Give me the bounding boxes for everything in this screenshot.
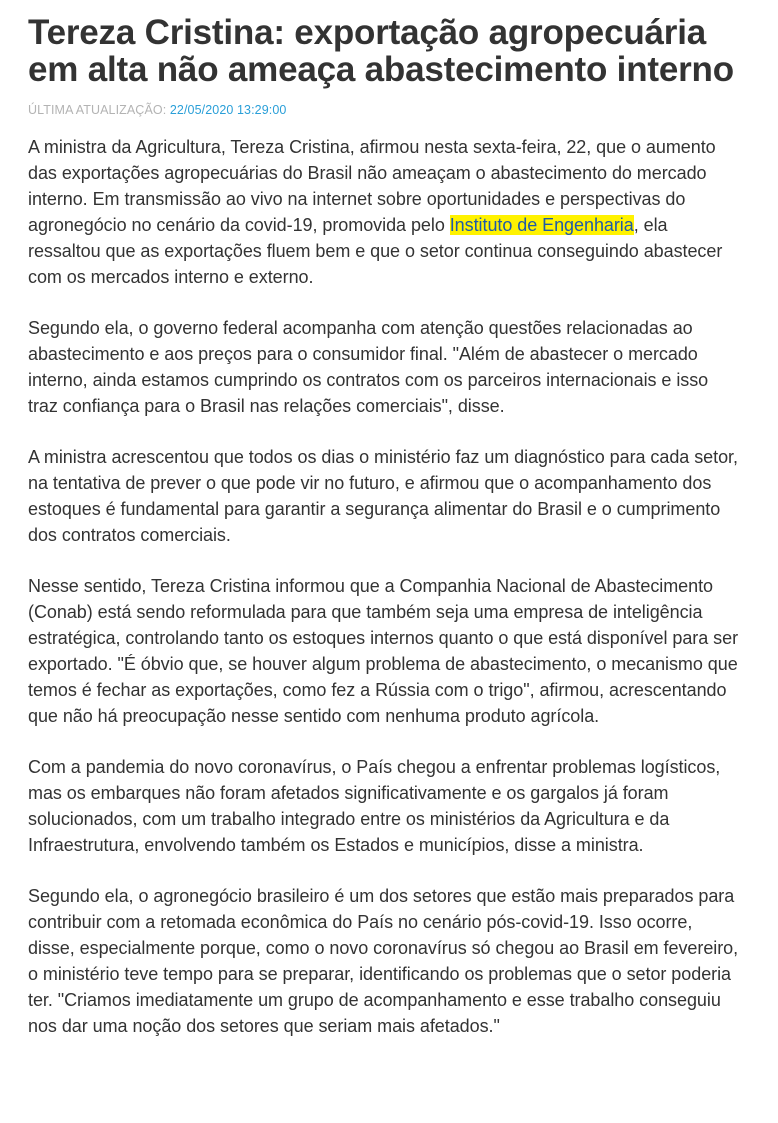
last-updated-date: 22/05/2020 13:29:00 xyxy=(169,103,287,117)
article-body xyxy=(28,134,742,1039)
paragraph-2: Segundo ela, o governo federal acompanha com atenção questões relacionadas ao abastecimento e aos preços para o consumidor final. "Além de abastecer o mercado interno, ainda estamos cumprindo os contratos com os parceiros internacionais e isso traz confiança para o Brasil nas relações comerciais", disse. xyxy=(28,318,709,416)
paragraph-1-text-after: , ela ressaltou que as exportações fluem bem e que o setor continua conseguindo abastecer com os mercados interno e externo. xyxy=(28,215,723,287)
last-updated-label: ÚLTIMA ATUALIZAÇÃO: xyxy=(28,103,167,117)
paragraph-3: A ministra acrescentou que todos os dias o ministério faz um diagnóstico para cada setor, na tentativa de prever o que pode vir no futuro, e afirmou que o acompanhamento dos estoques é fundamental para garantir a segurança alimentar do Brasil e o cumprimento dos contratos comerciais. xyxy=(28,447,738,545)
paragraph-4: Nesse sentido, Tereza Cristina informou que a Companhia Nacional de Abastecimento (Conab) está sendo reformulada para que também seja uma empresa de inteligência estratégica, controlando tanto os estoques internos quanto o que está disponível para ser exportado. "É óbvio que, se houver algum problema de abastecimento, o mecanismo que temos é fechar as exportações, como fez a Rússia com o trigo", afirmou, acrescentando que não há preocupação nesse sentido com nenhuma produto agrícola. xyxy=(28,576,739,726)
paragraph-6: Segundo ela, o agronegócio brasileiro é um dos setores que estão mais preparados para contribuir com a retomada econômica do País no cenário pós-covid-19. Isso ocorre, disse, especialmente porque, como o novo coronavírus só chegou ao Brasil em fevereiro, o ministério teve tempo para se preparar, identificando os problemas que o setor poderia ter. "Criamos imediatamente um grupo de acompanhamento e esse trabalho conseguiu nos dar uma noção dos setores que seriam mais afetados." xyxy=(28,886,739,1036)
paragraph-5: Com a pandemia do novo coronavírus, o País chegou a enfrentar problemas logísticos, mas os embarques não foram afetados significativamente e os gargalos já foram solucionados, com um trabalho integrado entre os ministérios da Agricultura e da Infraestrutura, envolvendo também os Estados e municípios, disse a ministra. xyxy=(28,757,721,855)
article-title: Tereza Cristina: exportação agropecuária em alta não ameaça abastecimento interno xyxy=(28,13,734,89)
paragraph-1 xyxy=(28,134,742,290)
paragraph-1-text-before: A ministra da Agricultura, Tereza Cristina, afirmou nesta sexta-feira, 22, que o aumento das exportações agropecuárias do Brasil não ameaçam o abastecimento do mercado interno. Em transmissão ao vivo na internet sobre oportunidades e perspectivas do agronegócio no cenário da covid-19, promovida pelo xyxy=(28,137,716,235)
last-updated xyxy=(28,102,742,118)
instituto-engenharia-link[interactable]: Instituto de Engenharia xyxy=(449,215,634,235)
